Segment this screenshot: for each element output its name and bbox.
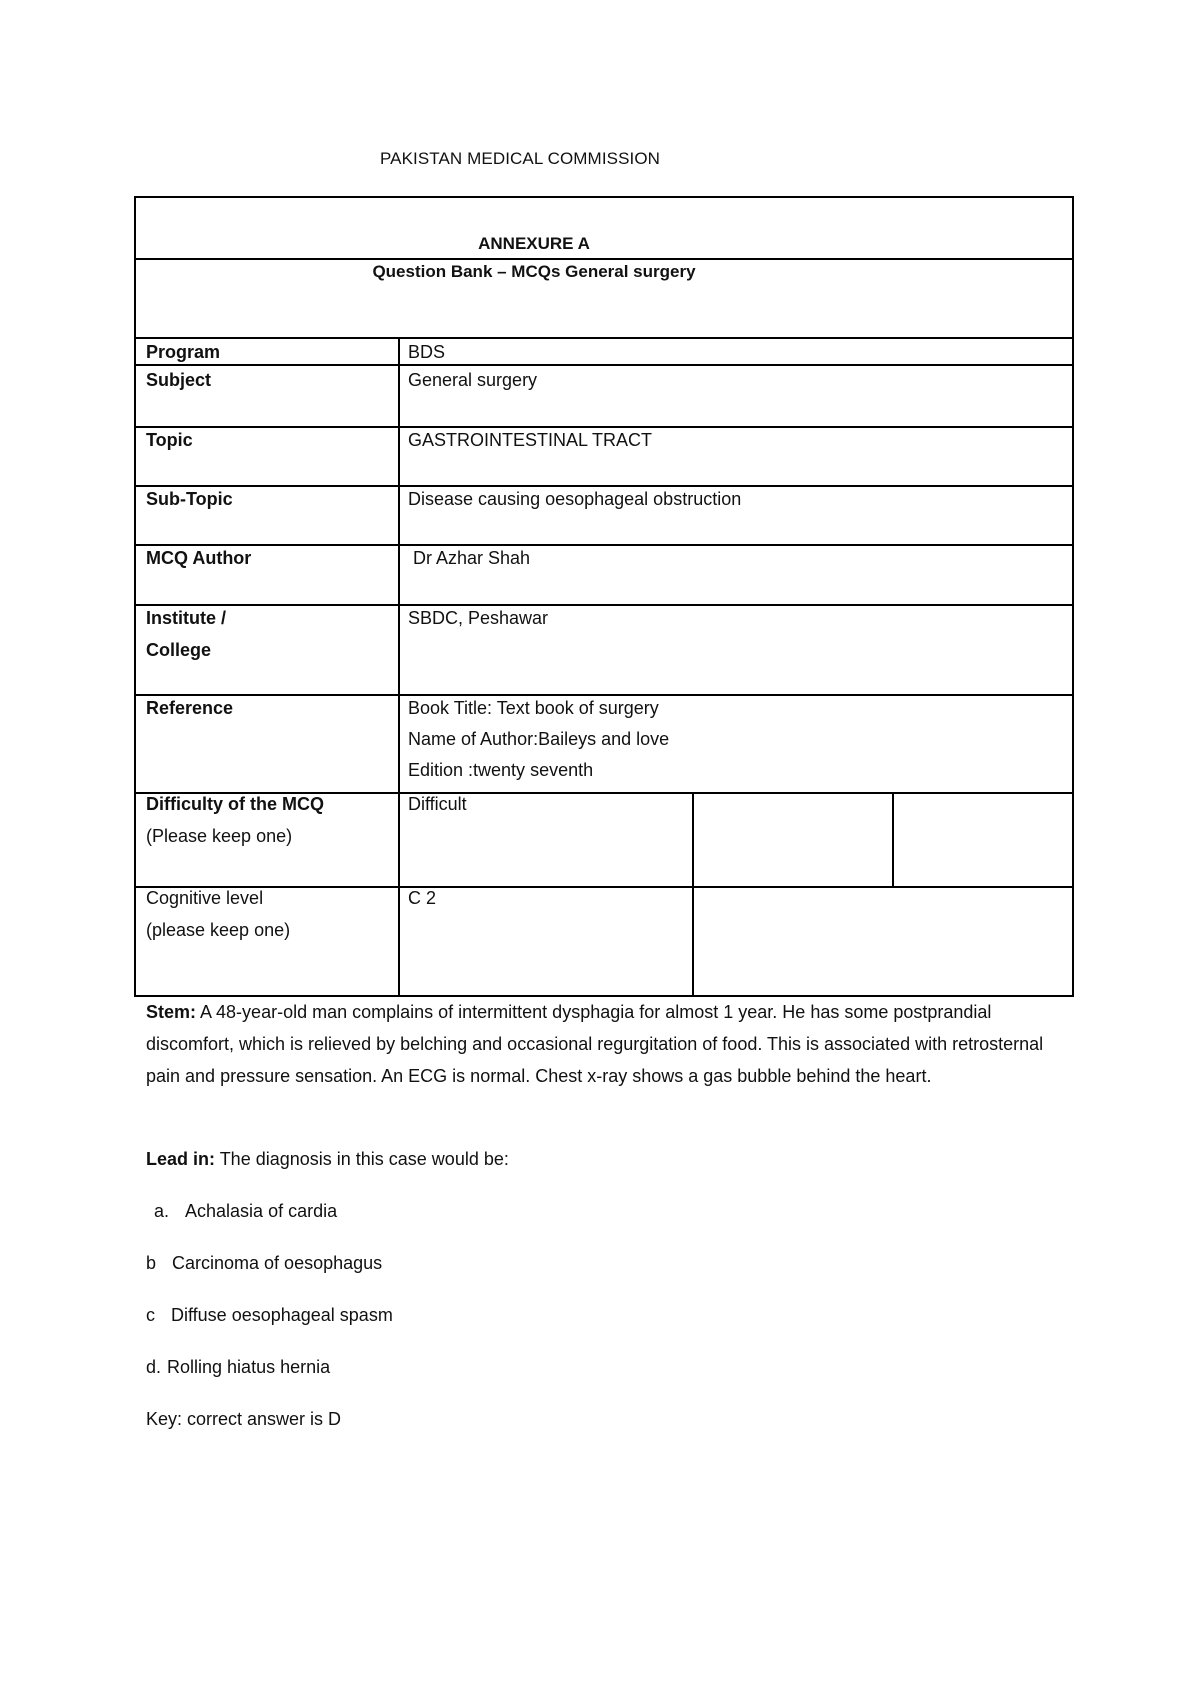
lead-in-text: The diagnosis in this case would be: [215, 1149, 509, 1169]
institute-value: SBDC, Peshawar [408, 608, 549, 628]
option-b-text: Carcinoma of oesophagus [172, 1253, 383, 1273]
topic-label: Topic [146, 430, 193, 450]
subtopic-label: Sub-Topic [146, 489, 233, 509]
program-value: BDS [408, 342, 446, 362]
difficulty-value: Difficult [408, 794, 467, 814]
program-label: Program [146, 342, 221, 362]
option-b-marker: b [146, 1253, 157, 1273]
cognitive-label-line2: (please keep one) [146, 920, 291, 940]
difficulty-label-line2: (Please keep one) [146, 826, 293, 846]
row-divider [136, 337, 1072, 339]
row-divider [136, 544, 1072, 546]
reference-edition: Edition :twenty seventh [408, 760, 594, 780]
stem-text: A 48-year-old man complains of intermittent dysphagia for almost 1 year. He has some postprandial discomfort, which is relieved by belching and occasional regurgitation of food. This is associated with retrosternal pain and pressure sensation. An ECG is normal. Chest x-ray shows a gas bubble behind the heart. [146, 1002, 1044, 1086]
topic-value: GASTROINTESTINAL TRACT [408, 430, 653, 450]
reference-label: Reference [146, 698, 234, 718]
option-c-marker: c [146, 1305, 155, 1325]
option-d-marker: d. [146, 1357, 162, 1377]
row-divider [136, 364, 1072, 366]
option-a-marker: a. [154, 1201, 170, 1221]
row-divider [136, 604, 1072, 606]
option-c-text: Diffuse oesophageal spasm [171, 1305, 393, 1325]
institute-label-line2: College [146, 640, 212, 660]
option-d [146, 1351, 330, 1383]
option-c [146, 1299, 393, 1331]
subject-label: Subject [146, 370, 212, 390]
option-b [146, 1247, 382, 1279]
organization-title: PAKISTAN MEDICAL COMMISSION [379, 149, 661, 168]
author-value: Dr Azhar Shah [408, 548, 531, 568]
cognitive-value: C 2 [408, 888, 437, 908]
cognitive-label-line1: Cognitive level [146, 888, 264, 908]
reference-book-title: Book Title: Text book of surgery [408, 698, 659, 718]
institute-label-line1: Institute / [146, 608, 226, 628]
question-stem [146, 996, 1076, 1092]
lead-in-label: Lead in: [146, 1149, 216, 1169]
author-label: MCQ Author [146, 548, 252, 568]
option-a-text: Achalasia of cardia [185, 1201, 338, 1221]
mcq-form-table [134, 196, 1074, 997]
difficulty-label-line1: Difficulty of the MCQ [146, 794, 324, 814]
column-divider [892, 792, 894, 886]
stem-label: Stem: [146, 1002, 197, 1022]
column-divider [692, 792, 694, 995]
question-bank-title: Question Bank – MCQs General surgery [372, 262, 696, 281]
annexure-heading: ANNEXURE A [478, 234, 590, 253]
row-divider [136, 886, 1072, 888]
reference-author: Name of Author:Baileys and love [408, 729, 670, 749]
subject-value: General surgery [408, 370, 538, 390]
lead-in [146, 1143, 509, 1175]
subtopic-value: Disease causing oesophageal obstruction [408, 489, 742, 509]
option-a [154, 1195, 337, 1227]
column-divider [398, 337, 400, 995]
answer-key: Key: correct answer is D [146, 1409, 342, 1429]
option-d-text: Rolling hiatus hernia [167, 1357, 331, 1377]
